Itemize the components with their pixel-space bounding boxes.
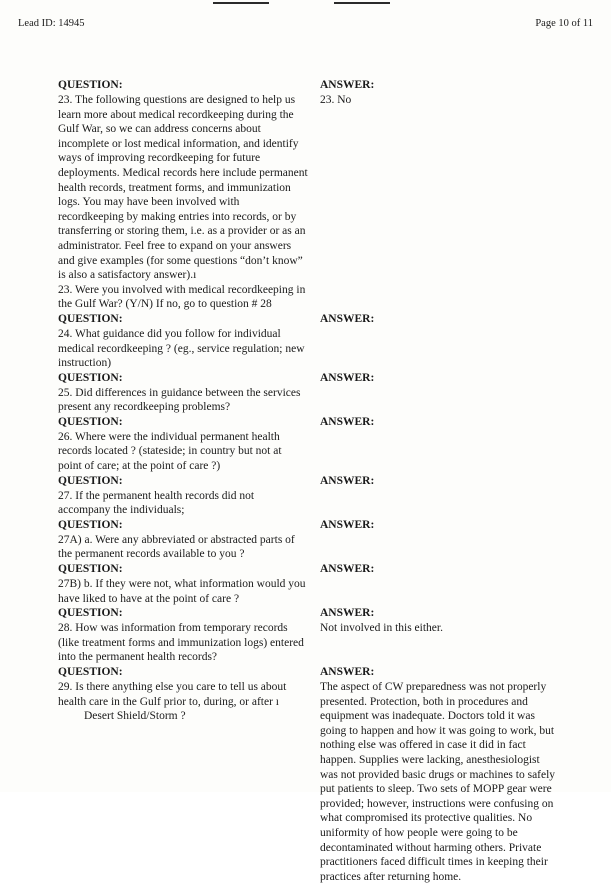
page-number-text: Page 10 of 11 — [535, 18, 593, 29]
answer-label: ANSWER: — [320, 79, 375, 91]
qa-item — [58, 518, 558, 562]
answer-text: Not involved in this either. — [320, 622, 443, 635]
question-text: 24. What guidance did you follow for individual medical recordkeeping ? (eg., service regulation; new instruction) — [58, 327, 305, 370]
question-text: 27A) a. Were any abbreviated or abstracted parts of the permanent records available to you ? — [58, 533, 295, 561]
qa-item — [58, 474, 558, 518]
qa-item-followup — [58, 283, 558, 312]
question-column — [58, 415, 320, 474]
question-text-continuation — [58, 709, 308, 724]
question-label: QUESTION: — [58, 415, 123, 428]
question-label: QUESTION: — [58, 312, 123, 325]
lead-id-text: Lead ID: 14945 — [18, 18, 85, 29]
answer-column — [320, 562, 558, 577]
question-column — [58, 312, 320, 371]
question-column — [58, 78, 320, 283]
answer-label: ANSWER: — [320, 415, 375, 428]
question-text: 29. Is there anything else you care to tell us about health care in the Gulf prior to, during, or after ı — [58, 681, 287, 708]
question-column — [58, 371, 320, 415]
answer-text: The aspect of CW preparedness was not properly presented. Protection, both in procedures and equipment was inadequate. Doctors told it was going to happen and how it was going to work, but nothing else was offered in case it did in fact happen. Supplies were lacking, anesthesiologist was not provided basic drugs or machines to safely put patients to sleep. Two sets of MOPP gear were provided; however, instructions were confusing on what compromised its protective qualities. No uniformity of how people were going to be decontaminated without harming others. Private practitioners faced difficult times in keeping their practices after returning home. — [320, 681, 556, 883]
answer-label: ANSWER: — [320, 371, 375, 384]
answer-label: ANSWER: — [320, 474, 375, 487]
answer-label: ANSWER: — [320, 312, 375, 325]
question-column — [58, 474, 320, 518]
answer-label: ANSWER: — [320, 563, 375, 576]
question-text: 25. Did differences in guidance between the services present any recordkeeping problems? — [58, 386, 301, 414]
qa-item — [58, 415, 558, 474]
answer-column — [320, 518, 558, 533]
qa-item — [58, 562, 558, 606]
question-label: QUESTION: — [58, 607, 123, 620]
questionnaire-body — [58, 78, 558, 884]
qa-item — [58, 606, 558, 665]
answer-column — [320, 606, 558, 636]
scan-mark-left — [213, 2, 269, 4]
qa-item — [58, 78, 558, 283]
question-label: QUESTION: — [58, 474, 123, 487]
question-column — [58, 665, 320, 724]
qa-item — [58, 665, 558, 884]
answer-column — [320, 415, 558, 430]
question-column — [58, 606, 320, 665]
answer-column — [320, 312, 558, 327]
qa-item — [58, 371, 558, 415]
answer-column — [320, 78, 558, 108]
question-text: 27B) b. If they were not, what information would you have liked to have at the point of care ? — [58, 578, 306, 605]
scan-artifact-marks — [0, 0, 611, 10]
answer-label: ANSWER: — [320, 518, 375, 531]
question-continuation-label: Desert Shield/Storm ? — [84, 710, 186, 723]
question-column — [58, 283, 320, 312]
question-label: QUESTION: — [58, 666, 123, 678]
scan-mark-right — [334, 2, 390, 4]
question-column — [58, 518, 320, 562]
question-label: QUESTION: — [58, 518, 123, 531]
answer-column — [320, 665, 558, 884]
question-text: 27. If the permanent health records did not accompany the individuals; — [58, 489, 255, 517]
question-followup-text: 23. Were you involved with medical recordkeeping in the Gulf War? (Y/N) If no, go to question # 28 — [58, 283, 306, 311]
question-column — [58, 562, 320, 606]
page-header — [18, 18, 593, 34]
question-text: 23. The following questions are designed to help us learn more about medical recordkeeping during the Gulf War, so we can address concerns about incomplete or lost medical information, and identify ways of improving recordkeeping for future deployments. Medical records here include permanent health records, treatment forms, and immunization logs. You may have been involved with recordkeeping by making entries into records, or by transferring or storing them, i.e. as a provider or as an administrator. Feel free to expand on your answers and give examples (for some questions “don’t know” is also a satisfactory answer).ı — [58, 94, 308, 282]
question-label: QUESTION: — [58, 79, 123, 91]
question-text: 28. How was information from temporary records (like treatment forms and immunization logs) entered into the permanent health records? — [58, 622, 304, 664]
question-label: QUESTION: — [58, 563, 123, 576]
answer-text: 23. No — [320, 94, 352, 106]
question-text: 26. Where were the individual permanent health records located ? (stateside; in country but not at point of care; at the point of care ?) — [58, 430, 282, 473]
question-label: QUESTION: — [58, 371, 123, 384]
answer-column — [320, 474, 558, 489]
answer-label: ANSWER: — [320, 666, 375, 678]
qa-item — [58, 312, 558, 371]
answer-column — [320, 371, 558, 386]
answer-label: ANSWER: — [320, 607, 375, 620]
